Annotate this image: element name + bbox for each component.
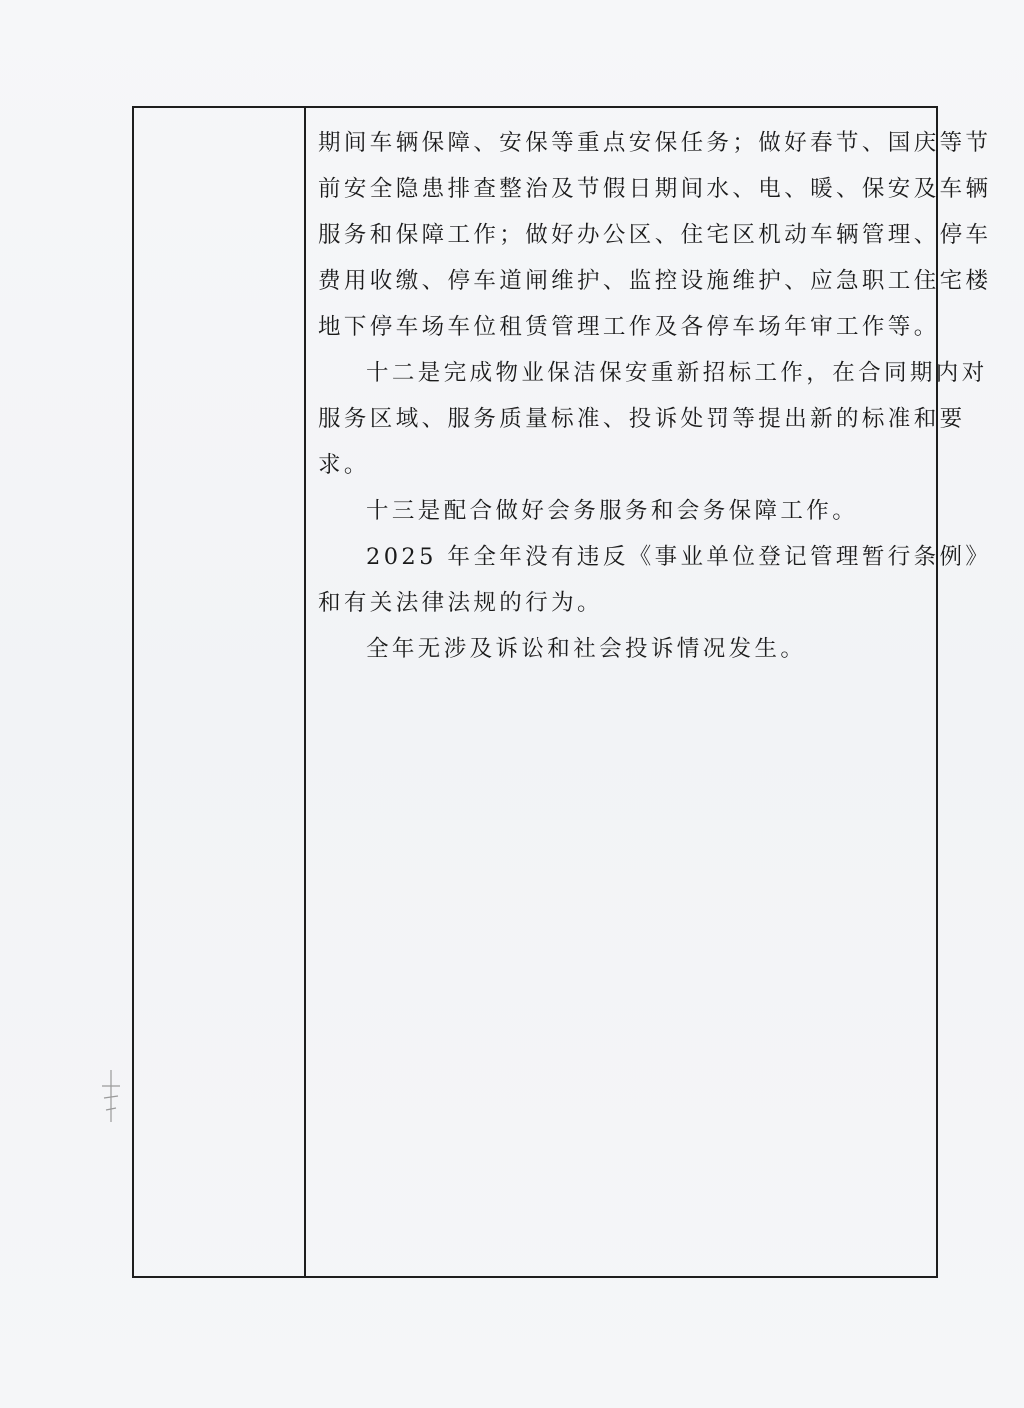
body-line-7: 服务区域、服务质量标准、投诉处罚等提出新的标准和要 bbox=[318, 406, 966, 432]
body-line-9: 十三是配合做好会务服务和会务保障工作。 bbox=[366, 498, 859, 524]
body-line-4: 费用收缴、停车道闸维护、监控设施维护、应急职工住宅楼 bbox=[318, 268, 992, 294]
body-line-10: 2025 年全年没有违反《事业单位登记管理暂行条例》 bbox=[366, 544, 992, 570]
body-line-3: 服务和保障工作；做好办公区、住宅区机动车辆管理、停车 bbox=[318, 222, 992, 248]
report-table bbox=[132, 106, 992, 1278]
body-line-5: 地下停车场车位租赁管理工作及各停车场年审工作等。 bbox=[318, 314, 940, 340]
body-line-8: 求。 bbox=[318, 452, 370, 478]
body-line-1: 期间车辆保障、安保等重点安保任务；做好春节、国庆等节 bbox=[318, 130, 992, 156]
table-label-column bbox=[134, 108, 306, 1276]
table-content-column bbox=[306, 108, 992, 1276]
body-line-12: 全年无涉及诉讼和社会投诉情况发生。 bbox=[366, 636, 807, 662]
body-line-2: 前安全隐患排查整治及节假日期间水、电、暖、保安及车辆 bbox=[318, 176, 992, 202]
body-line-6: 十二是完成物业保洁保安重新招标工作，在合同期内对 bbox=[366, 360, 988, 386]
margin-scribble bbox=[96, 1066, 126, 1126]
body-line-11: 和有关法律法规的行为。 bbox=[318, 590, 603, 616]
